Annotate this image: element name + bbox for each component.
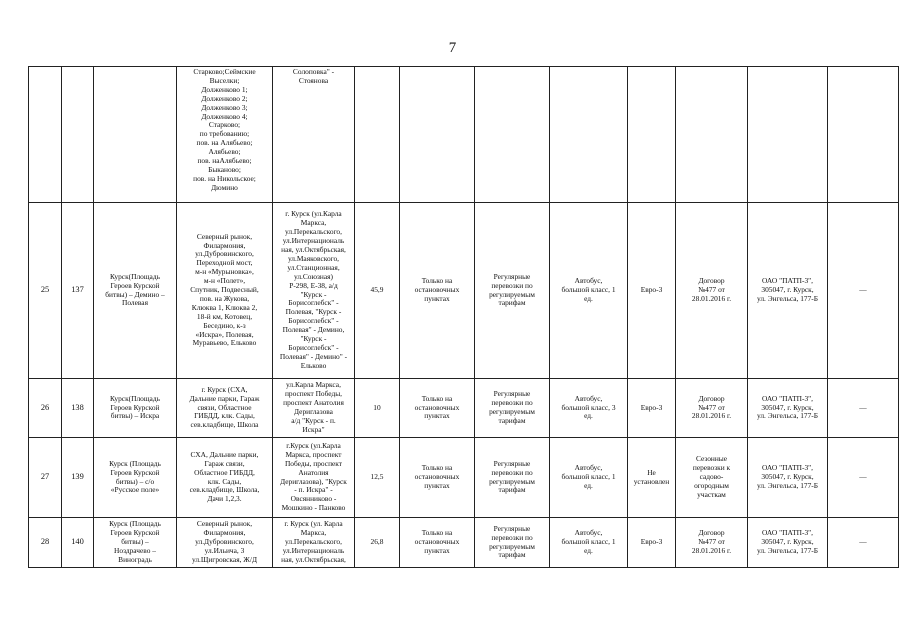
contract-cell: Сезонные перевозки к садово- огородным участкам <box>676 438 748 518</box>
contract-cell: Договор №477 от 28.01.2016 г. <box>676 203 748 379</box>
vehicles-cell: Автобус, большой класс, 1 ед. <box>550 438 628 518</box>
carrier-cell <box>748 67 828 203</box>
transport-type-cell: Регулярные перевозки по регулируемым тарифам <box>475 379 550 438</box>
contract-cell <box>676 67 748 203</box>
route-number-cell: 26 <box>29 379 62 438</box>
route-name-cell: Курск (Площадь Героев Курской битвы) – Ноздрачево – Виноградь <box>94 518 177 568</box>
transport-type-cell: Регулярные перевозки по регулируемым тарифам <box>475 203 550 379</box>
note-cell: — <box>828 518 899 568</box>
vehicles-cell <box>550 67 628 203</box>
route-number-cell: 28 <box>29 518 62 568</box>
route-length-cell <box>355 67 400 203</box>
eco-class-cell: Евро-3 <box>628 203 676 379</box>
route-length-cell: 10 <box>355 379 400 438</box>
route-number-cell <box>29 67 62 203</box>
carrier-cell: ОАО "ПАТП-3", 305047, г. Курск, ул. Энгельса, 177-Б <box>748 203 828 379</box>
transport-type-cell <box>475 67 550 203</box>
transport-type-cell: Регулярные перевозки по регулируемым тарифам <box>475 438 550 518</box>
route-name-cell: Курск(Площадь Героев Курской битвы) – Искра <box>94 379 177 438</box>
route-streets-cell: ул.Карла Маркса, проспект Победы, проспект Анатолия Дериглазова а/д "Курск - п. Искра" <box>273 379 355 438</box>
route-streets-cell: Солоповка" - Стоянова <box>273 67 355 203</box>
eco-class-cell: Евро-3 <box>628 518 676 568</box>
route-code-cell: 139 <box>62 438 94 518</box>
contract-cell: Договор №477 от 28.01.2016 г. <box>676 379 748 438</box>
route-length-cell: 26,8 <box>355 518 400 568</box>
route-streets-cell: г. Курск (ул.Карла Маркса, ул.Перекальского, ул.Интернациональ ная, ул.Октябрьская, ул.Маяковского, ул.Станционная, ул.Союзная) Р-298, Е-38, а/д "Курск - Борисоглебск" - Полевая, "Курск - Борисоглебск" - Полевая" - Демино, "Курск - Борисоглебск" - Полевая" - Демино" - Ельково <box>273 203 355 379</box>
route-stops-cell: Северный рынок, Филармония, ул.Дубровинского, Переходной мост, м-н «Мурыновка», м-н «Полет», Спутник, Подвесный, пов. на Жукова, Клюква 1, Клюква 2, 18-й км, Котовец, Беседино, к-з «Искра», Полевая, Муравьево, Ельково <box>177 203 273 379</box>
page-number: 7 <box>448 40 457 56</box>
transport-type-cell: Регулярные перевозки по регулируемым тарифам <box>475 518 550 568</box>
stop-order-cell: Только на остановочных пунктах <box>400 203 475 379</box>
note-cell: — <box>828 438 899 518</box>
route-name-cell: Курск (Площадь Героев Курской битвы) – с/о «Русское поле» <box>94 438 177 518</box>
table-row <box>29 438 899 518</box>
note-cell <box>828 67 899 203</box>
table-row <box>29 518 899 568</box>
route-code-cell: 140 <box>62 518 94 568</box>
route-stops-cell: Старково;Сеймские Выселки; Долженково 1; Долженково 2; Долженково 3; Долженково 4; Старково; по требованию; пов. на Алябьево; Алябьево; пов. наАлябьево; Быканово; пов. на Никольское; Дюмино <box>177 67 273 203</box>
routes-table <box>28 66 899 568</box>
eco-class-cell: Не установлен <box>628 438 676 518</box>
route-stops-cell: Северный рынок, Филармония, ул.Дубровинского, ул.Ильича, 3 ул.Щигровская, Ж/Д <box>177 518 273 568</box>
route-streets-cell: г. Курск (ул. Карла Маркса, ул.Перекальского, ул.Интернациональ ная, ул.Октябрьская, <box>273 518 355 568</box>
stop-order-cell: Только на остановочных пунктах <box>400 379 475 438</box>
eco-class-cell: Евро-3 <box>628 379 676 438</box>
route-stops-cell: СХА, Дальние парки, Гараж связи, Областное ГИБДД, клк. Сады, сев.кладбище, Школа, Дачи 1,2,3. <box>177 438 273 518</box>
route-code-cell: 138 <box>62 379 94 438</box>
table-row <box>29 203 899 379</box>
table-row <box>29 67 899 203</box>
route-number-cell: 25 <box>29 203 62 379</box>
route-length-cell: 12,5 <box>355 438 400 518</box>
route-length-cell: 45,9 <box>355 203 400 379</box>
route-code-cell <box>62 67 94 203</box>
vehicles-cell: Автобус, большой класс, 1 ед. <box>550 203 628 379</box>
route-name-cell: Курск(Площадь Героев Курской битвы) – Демино – Полевая <box>94 203 177 379</box>
route-code-cell: 137 <box>62 203 94 379</box>
carrier-cell: ОАО "ПАТП-3", 305047, г. Курск, ул. Энгельса, 177-Б <box>748 379 828 438</box>
route-streets-cell: г.Курск (ул.Карла Маркса, проспект Победы, проспект Анатолия Дериглазова), "Курск - п. Искра" - Овсянниково - Мошкино - Панково <box>273 438 355 518</box>
note-cell: — <box>828 379 899 438</box>
route-number-cell: 27 <box>29 438 62 518</box>
carrier-cell: ОАО "ПАТП-3", 305047, г. Курск, ул. Энгельса, 177-Б <box>748 438 828 518</box>
table-row <box>29 379 899 438</box>
eco-class-cell <box>628 67 676 203</box>
carrier-cell: ОАО "ПАТП-3", 305047, г. Курск, ул. Энгельса, 177-Б <box>748 518 828 568</box>
contract-cell: Договор №477 от 28.01.2016 г. <box>676 518 748 568</box>
vehicles-cell: Автобус, большой класс, 1 ед. <box>550 518 628 568</box>
stop-order-cell <box>400 67 475 203</box>
stop-order-cell: Только на остановочных пунктах <box>400 438 475 518</box>
vehicles-cell: Автобус, большой класс, 3 ед. <box>550 379 628 438</box>
route-stops-cell: г. Курск (СХА, Дальние парки, Гараж связи, Областное ГИБДД, клк. Сады, сев.кладбище, Школа <box>177 379 273 438</box>
stop-order-cell: Только на остановочных пунктах <box>400 518 475 568</box>
note-cell: — <box>828 203 899 379</box>
route-name-cell <box>94 67 177 203</box>
